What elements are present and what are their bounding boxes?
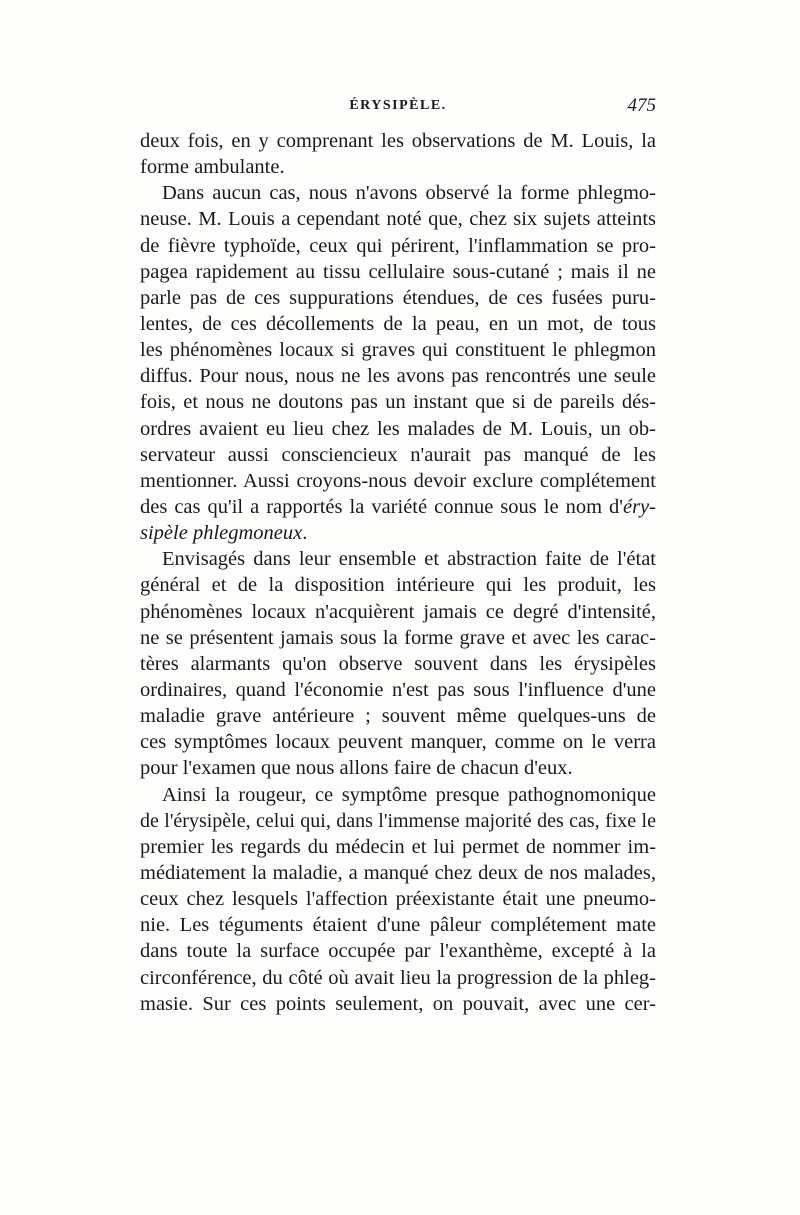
text-line: forme ambulante. bbox=[140, 156, 285, 179]
text-line: phénomènes locaux n'acquièrent jamais ce degré d'intensité, bbox=[140, 600, 656, 623]
text-line: circonférence, du côté où avait lieu la progression de la phleg- bbox=[140, 966, 656, 989]
text-fragment: des cas qu'il a rapportés la variété connue sous le nom d' bbox=[140, 495, 623, 518]
text-line: neuse. M. Louis a cependant noté que, chez six sujets atteints bbox=[140, 208, 656, 231]
text-line: mentionner. Aussi croyons-nous devoir exclure complétement bbox=[140, 469, 656, 492]
italic-fragment: sipèle phlegmoneux bbox=[140, 522, 303, 545]
text-line: lentes, de ces décollements de la peau, en un mot, de tous bbox=[140, 312, 656, 335]
text-line: masie. Sur ces points seulement, on pouvait, avec une cer- bbox=[140, 992, 656, 1015]
text-line-with-italic bbox=[140, 494, 656, 520]
text-line: diffus. Pour nous, nous ne les avons pas rencontrés une seule bbox=[140, 365, 656, 388]
text-line: ceux chez lesquels l'affection préexistante était une pneumo- bbox=[140, 888, 656, 911]
text-fragment: . bbox=[302, 522, 308, 545]
page-number: 475 bbox=[627, 95, 656, 116]
running-header bbox=[140, 95, 656, 124]
text-line: parle pas de ces suppurations étendues, de ces fusées puru- bbox=[140, 286, 656, 309]
text-line: dans toute la surface occupée par l'exanthème, excepté à la bbox=[140, 940, 656, 963]
text-line: tères alarmants qu'on observe souvent dans les érysipèles bbox=[140, 652, 656, 675]
text-line: fois, et nous ne doutons pas un instant que si de pareils dés- bbox=[140, 391, 656, 414]
text-line: ne se présentent jamais sous la forme grave et avec les carac- bbox=[140, 626, 656, 649]
paragraph-start-line: Ainsi la rougeur, ce symptôme presque pathognomonique bbox=[162, 783, 656, 806]
text-line: premier les regards du médecin et lui permet de nommer im- bbox=[140, 835, 656, 858]
text-line: général et de la disposition intérieure qui les produit, les bbox=[140, 574, 656, 597]
italic-fragment: éry- bbox=[622, 495, 656, 518]
text-line: pagea rapidement au tissu cellulaire sous-cutané ; mais il ne bbox=[140, 260, 656, 283]
text-line: de fièvre typhoïde, ceux qui périrent, l'inflammation se pro- bbox=[140, 234, 656, 257]
paragraph-start-line: Dans aucun cas, nous n'avons observé la forme phlegmo- bbox=[162, 182, 656, 205]
text-line: de l'érysipèle, celui qui, dans l'immense majorité des cas, fixe le bbox=[140, 809, 656, 832]
paragraph-start-line: Envisagés dans leur ensemble et abstraction faite de l'état bbox=[162, 548, 656, 571]
text-line: nie. Les téguments étaient d'une pâleur complétement mate bbox=[140, 914, 656, 937]
body-text bbox=[140, 128, 656, 1017]
text-line: médiatement la maladie, a manqué chez deux de nos malades, bbox=[140, 861, 656, 884]
text-line: maladie grave antérieure ; souvent même quelques-uns de bbox=[140, 705, 656, 728]
text-line: ces symptômes locaux peuvent manquer, comme on le verra bbox=[140, 731, 656, 754]
text-line: ordres avaient eu lieu chez les malades de M. Louis, un ob- bbox=[140, 417, 656, 440]
text-line: pour l'examen que nous allons faire de chacun d'eux. bbox=[140, 757, 573, 780]
text-line: les phénomènes locaux si graves qui constituent le phlegmon bbox=[140, 339, 656, 362]
text-line: servateur aussi consciencieux n'aurait pas manqué de les bbox=[140, 443, 656, 466]
text-line: ordinaires, quand l'économie n'est pas sous l'influence d'une bbox=[140, 678, 656, 701]
text-line: deux fois, en y comprenant les observations de M. Louis, la bbox=[140, 130, 656, 152]
text-line-with-italic bbox=[140, 520, 656, 546]
running-title: ÉRYSIPÈLE. bbox=[349, 98, 447, 113]
